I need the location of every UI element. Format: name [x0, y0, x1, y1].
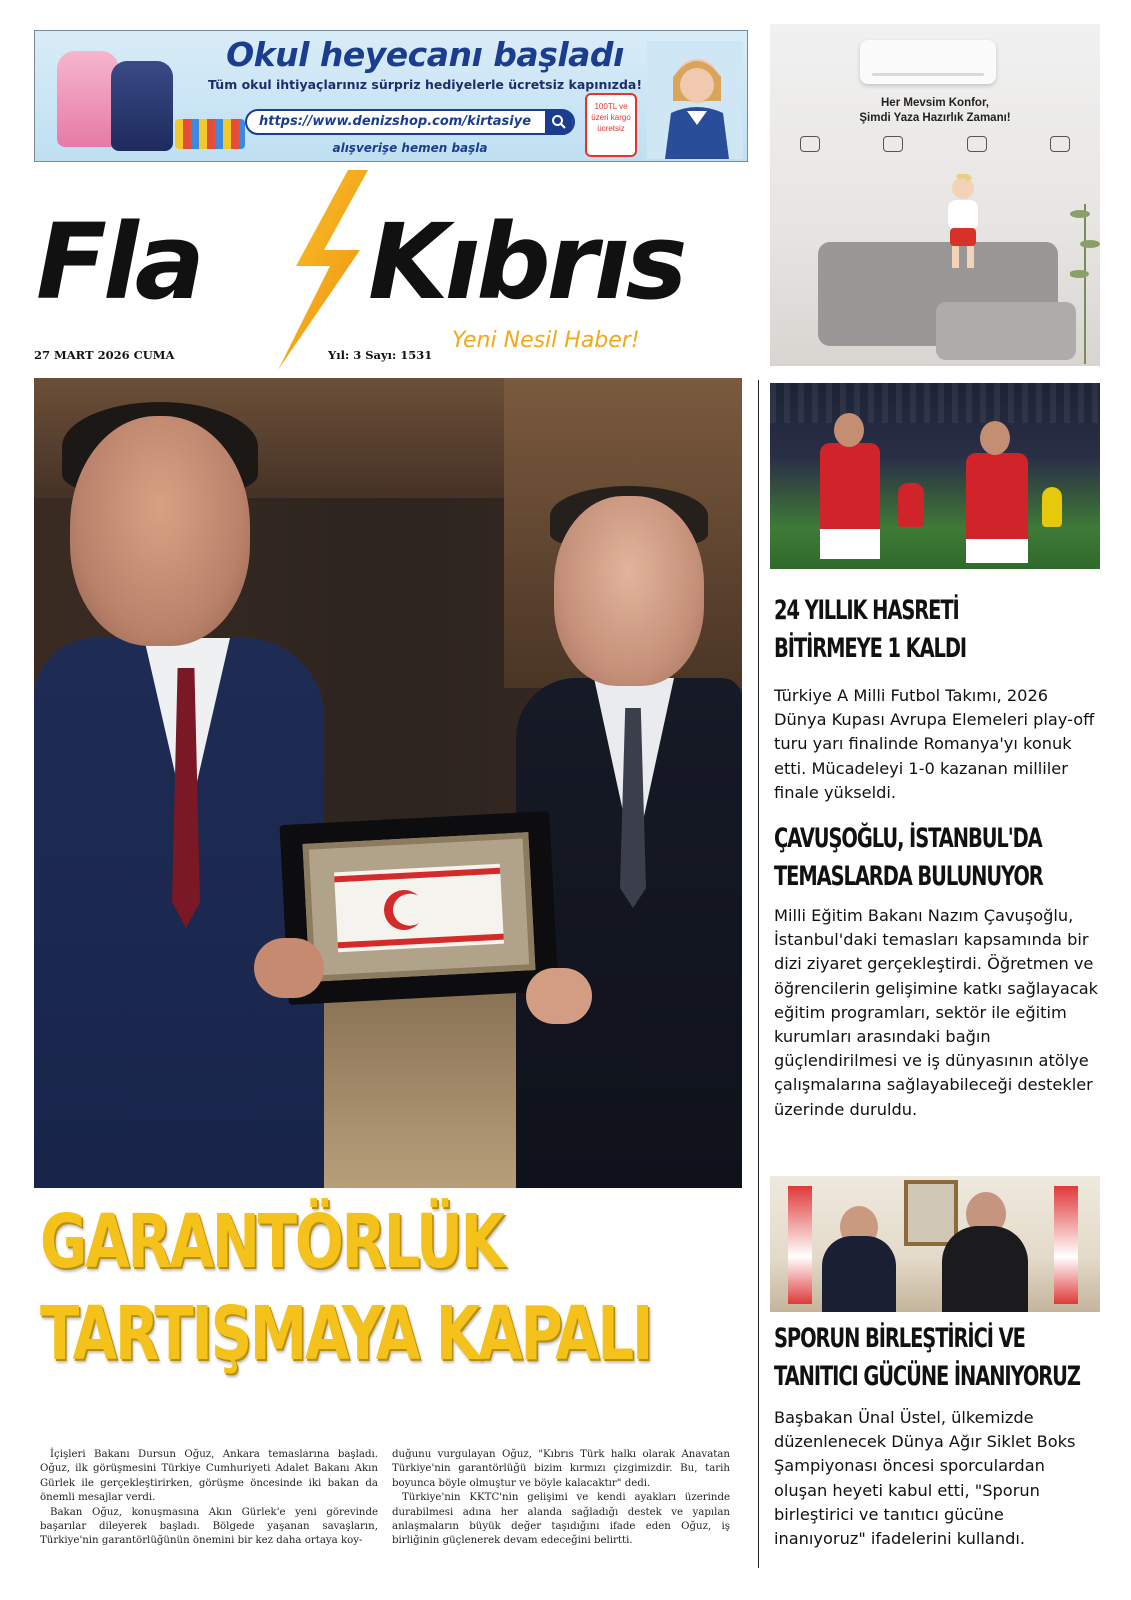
wall-portrait: [904, 1180, 958, 1246]
logo-text-right: Kıbrıs: [368, 201, 684, 323]
main-headline-line-2: TARTIŞMAYA KAPALI: [40, 1291, 652, 1377]
headline-line: BİTİRMEYE 1 KALDI: [774, 633, 967, 664]
side-story-2-text: Milli Eğitim Bakanı Nazım Çavuşoğlu, İstanbul'daki temasları kapsamında bir dizi ziyaret gerçekleştirdi. Öğretmen ve öğrencilerin gelişimine katkı sağlayacak eğitim programları, sektör ile eğitim kurumları arasındaki bağın güçlendirilmesi ve iş dünyasının atölye çalışmalarına sağlayabileceği destekler üzerinde duruldu.: [774, 906, 1099, 1119]
ad-url-text: https://www.denizshop.com/kirtasiye: [259, 114, 532, 129]
search-icon: [545, 109, 573, 135]
flag-image: [1054, 1186, 1078, 1304]
stadium-lights: [770, 383, 1100, 423]
paragraph: duğunu vurgulayan Oğuz, "Kıbrıs Türk halkı olarak Anavatan Türkiye'nin garantörlüğü bizim kırmızı çizgimizdir. Bu, tarih boyunca böyle olmuştur ve böyle kalacaktır" dedi.: [392, 1449, 730, 1489]
paragraph: İçişleri Bakanı Dursun Oğuz, Ankara temaslarına başladı. Oğuz, ilk görüşmesini Türkiye Cumhuriyeti Adalet Bakanı Akın Gürlek ile gerçekleştirirken, görüşme öncesinde iki bakan da önemli mesajlar verdi.: [40, 1449, 378, 1504]
side-story-1-headline[interactable]: [774, 592, 1012, 668]
ad-subtitle: Tüm okul ihtiyaçlarınız sürpriz hediyelerle ücretsiz kapınızda!: [207, 77, 643, 92]
main-story-column-1: [40, 1448, 378, 1549]
player-head: [980, 421, 1010, 455]
slogan: Yeni Nesil Haber!: [452, 328, 640, 353]
headline-line: SPORUN BİRLEŞTİRİCİ VE: [774, 1323, 1025, 1354]
feature-icon: [800, 136, 820, 152]
player-figure: [966, 453, 1028, 541]
office-meeting-photo[interactable]: [770, 1176, 1100, 1312]
football-photo[interactable]: [770, 383, 1100, 569]
side-story-2-headline[interactable]: [774, 820, 1043, 896]
pencils-image: [175, 119, 245, 149]
issue-number: Yıl: 3 Sayı: 1531: [328, 348, 433, 362]
headline-line: TEMASLARDA BULUNUYOR: [774, 861, 1043, 892]
main-story-photo[interactable]: [34, 378, 742, 1188]
sofa-seat: [936, 302, 1076, 360]
feature-icon: [967, 136, 987, 152]
right-hand: [526, 968, 592, 1024]
free-shipping-tag: 100TL ve üzeri kargo ücretsiz: [585, 93, 637, 157]
headline-line: ÇAVUŞOĞLU, İSTANBUL'DA: [774, 823, 1042, 854]
jumping-child-image: [938, 174, 988, 270]
ac-feature-icons: [800, 136, 1070, 152]
air-conditioner-ad[interactable]: [770, 24, 1100, 366]
person-figure: [942, 1226, 1028, 1312]
player-figure: [898, 483, 924, 527]
ac-ad-headline: [770, 96, 1100, 126]
headline-line: 24 YILLIK HASRETİ: [774, 595, 959, 626]
player-shorts: [966, 539, 1028, 563]
player-shorts: [820, 529, 880, 559]
main-headline-line-1: GARANTÖRLÜK: [40, 1199, 503, 1285]
wifi-icon: [1050, 136, 1070, 152]
pink-backpack-image: [57, 51, 119, 147]
schoolgirl-image: [647, 41, 743, 159]
side-story-3-text: Başbakan Ünal Üstel, ülkemizde düzenlenecek Dünya Ağır Siklet Boks Şampiyonası öncesi sporculardan oluşan heyeti kabul etti, "Sporun birleştirici ve tanıtıcı gücüne inanıyoruz" ifadelerini kullandı.: [774, 1408, 1076, 1549]
main-story-column-2: [392, 1448, 730, 1549]
blue-backpack-image: [111, 61, 173, 151]
side-story-3-headline[interactable]: [774, 1320, 1080, 1396]
side-story-1-text: Türkiye A Milli Futbol Takımı, 2026 Dünya Kupası Avrupa Elemeleri play-off turu yarı finalinde Romanya'yı konuk etti. Mücadeleyi 1-0 kazanan milliler finale yükseldi.: [774, 686, 1095, 802]
main-headline[interactable]: [40, 1196, 652, 1380]
issue-date: 27 MART 2026 CUMA: [34, 348, 175, 362]
ad-cta-text: alışverişe hemen başla: [332, 141, 488, 155]
person-figure: [822, 1236, 896, 1312]
logo-text-left: Fla: [36, 201, 201, 323]
paragraph: Bakan Oğuz, konuşmasına Akın Gürlek'e yeni görevinde başarılar dileyerek başladı. Bölgede yaşanan savaşların, Türkiye'nin garantörlüğünün önemini bir kez daha ortaya koy-: [40, 1506, 378, 1547]
player-head: [834, 413, 864, 447]
ac-ad-headline-2: Şimdi Yaza Hazırlık Zamanı!: [859, 112, 1011, 124]
feature-icon: [883, 136, 903, 152]
player-figure: [820, 443, 880, 531]
masthead: [34, 170, 744, 362]
flag-image: [788, 1186, 812, 1304]
paragraph: Türkiye'nin KKTC'nin gelişimi ve kendi ayakları üzerinde durabilmesi adına her alanda sağladığı destek ve yapılan anlaşmaların büyük değer taşıdığını ifade eden Oğuz, iş birliğinin güçlenerek devam edeceğini belirtti.: [392, 1492, 730, 1547]
player-figure: [1042, 487, 1062, 527]
plant-image: [1070, 184, 1100, 364]
right-man-face: [554, 496, 704, 686]
ad-url-link[interactable]: [245, 109, 575, 135]
column-divider: [758, 380, 759, 1568]
lightning-bolt-icon: [252, 170, 382, 370]
ac-ad-headline-1: Her Mevsim Konfor,: [881, 97, 989, 109]
left-hand: [254, 938, 324, 998]
headline-line: TANITICI GÜCÜNE İNANIYORUZ: [774, 1361, 1080, 1392]
ad-title: Okul heyecanı başladı: [226, 35, 624, 74]
left-man-face: [70, 416, 250, 646]
air-conditioner-image: [860, 40, 996, 84]
school-ad-banner[interactable]: [34, 30, 748, 162]
